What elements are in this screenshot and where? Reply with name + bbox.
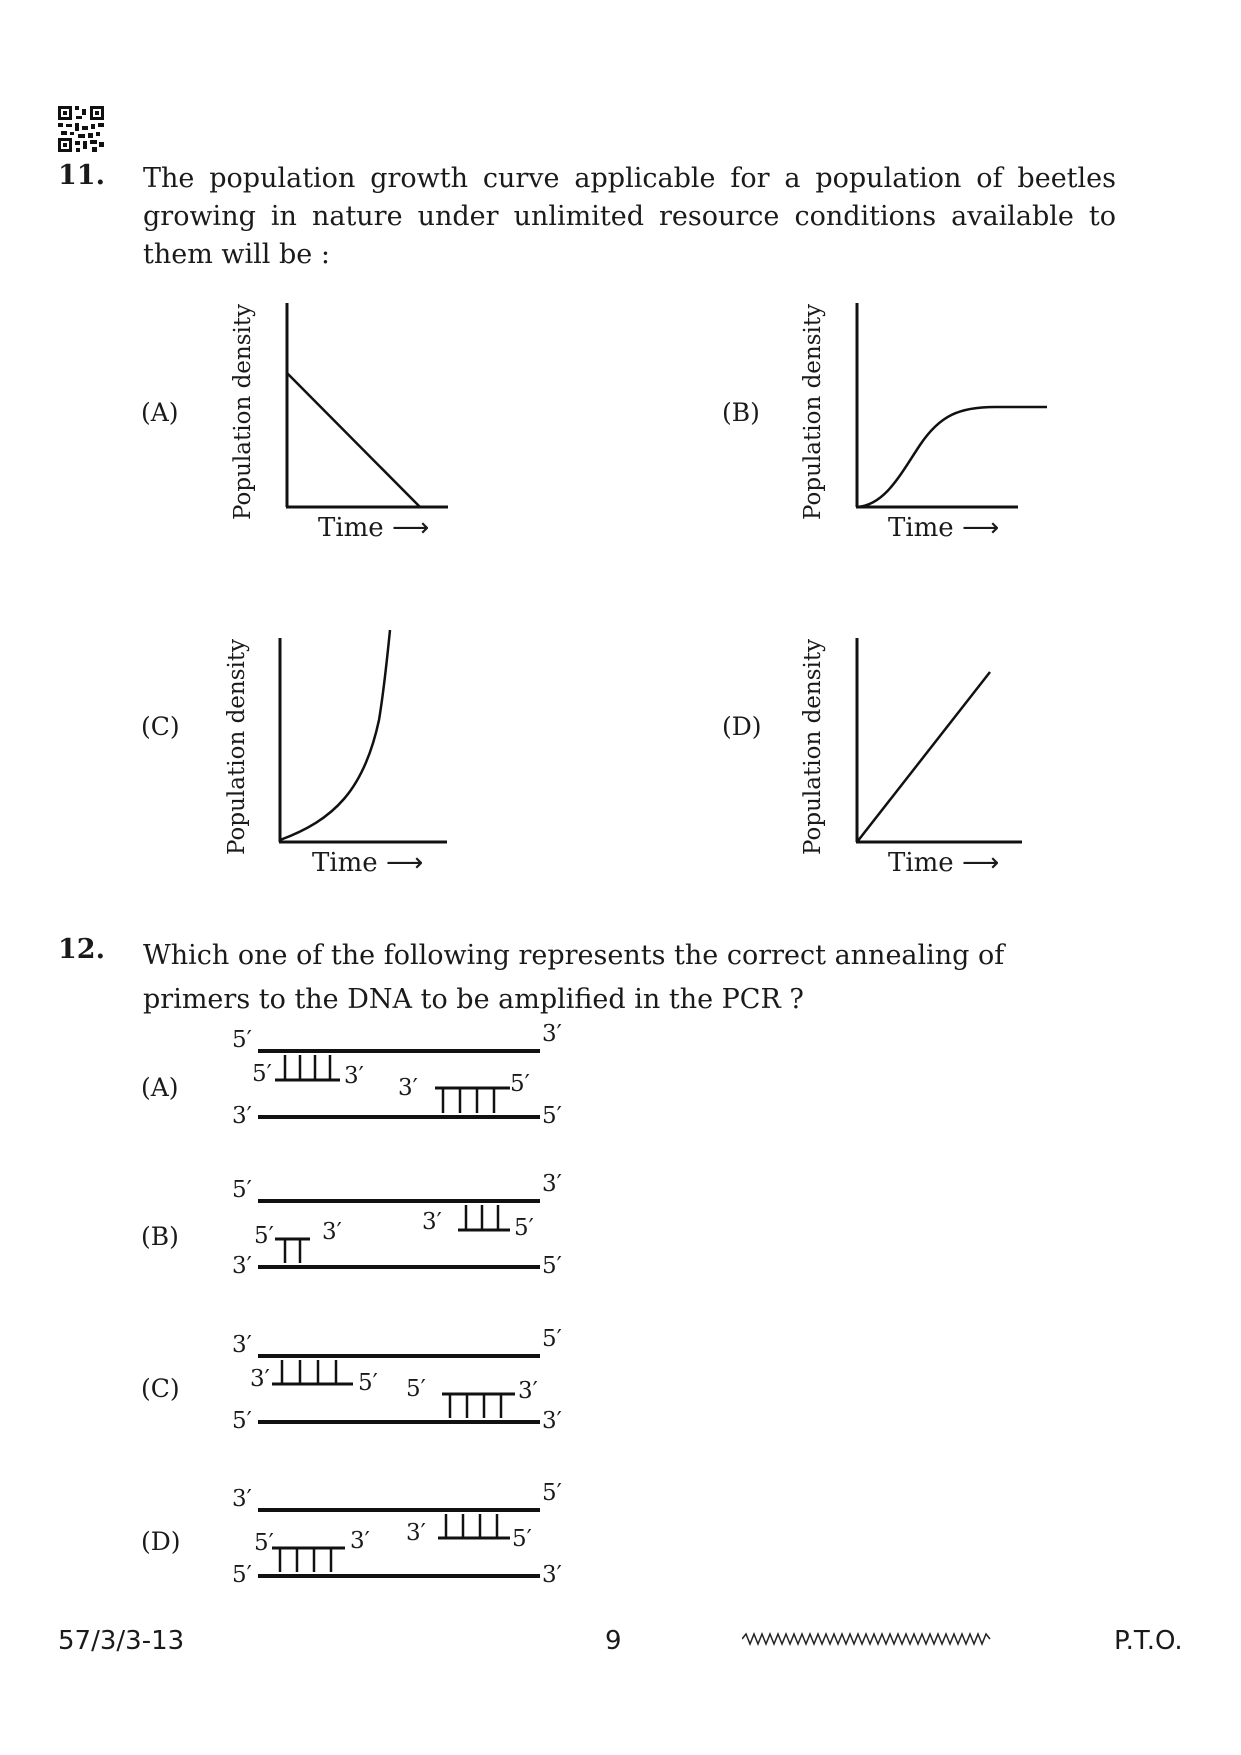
paper-code: 57/3/3-13 (58, 1626, 185, 1656)
y-axis-label: Population density (230, 303, 256, 520)
y-axis-label: Population density (800, 303, 826, 520)
question-text-11: The population growth curve applicable for a population of beetles growing in nature under unlimited resource conditions available to them will be : (143, 163, 1116, 270)
q12-dna-diagram-c: 3′ 5′ 5′ 3′ 3′ 5′ 5′ 3′ (232, 1326, 562, 1434)
primer-2 (435, 1088, 510, 1113)
x-axis-label: Time ⟶ (888, 848, 1000, 878)
y-axis-label: Population density (224, 638, 250, 855)
curve-linear-increase (857, 672, 990, 842)
q12-option-a-label: (A) (141, 1073, 179, 1102)
curve-sigmoid (857, 407, 1047, 507)
q12-option-d-label: (D) (141, 1527, 181, 1556)
q12-dna-diagram-b: 5′ 3′ 3′ 5′ 3′ 5′ 5′ 3′ (232, 1171, 562, 1279)
page-number: 9 (605, 1626, 622, 1656)
primer-2 (272, 1548, 345, 1572)
question-number-11: 11. (58, 160, 105, 191)
pto-text: P.T.O. (1114, 1626, 1183, 1656)
q12-option-c-label: (C) (141, 1374, 180, 1403)
x-axis-label: Time ⟶ (318, 513, 430, 543)
primer-2 (442, 1394, 515, 1418)
x-axis-label: Time ⟶ (312, 848, 424, 878)
q11-option-c-label: (C) (141, 712, 180, 741)
qr-code-icon (58, 106, 104, 152)
question-number-12: 12. (58, 934, 105, 965)
primer-1 (438, 1514, 510, 1538)
q12-dna-diagram-a: 5′ 3′ 3′ 5′ 5′ 3′ 3′ 5′ (232, 1021, 562, 1129)
curve-linear-decline (287, 373, 420, 507)
q11-option-d-label: (D) (722, 712, 762, 741)
primer-2 (275, 1239, 310, 1263)
q11-option-a-label: (A) (141, 398, 179, 427)
q11-option-b-label: (B) (722, 398, 760, 427)
primer-1 (275, 1055, 340, 1080)
primer-1 (458, 1205, 510, 1230)
q12-dna-diagram-d: 3′ 5′ 5′ 3′ 3′ 5′ 5′ 3′ (232, 1480, 562, 1588)
primer-1 (272, 1360, 353, 1384)
q12-option-b-label: (B) (141, 1222, 179, 1251)
curve-exponential (280, 630, 390, 840)
question-text-12: Which one of the following represents the correct annealing of primers to the DNA to be amplified in the PCR ? (143, 940, 1005, 1015)
wavy-line-icon (742, 1632, 992, 1646)
x-axis-label: Time ⟶ (888, 513, 1000, 543)
y-axis-label: Population density (800, 638, 826, 855)
